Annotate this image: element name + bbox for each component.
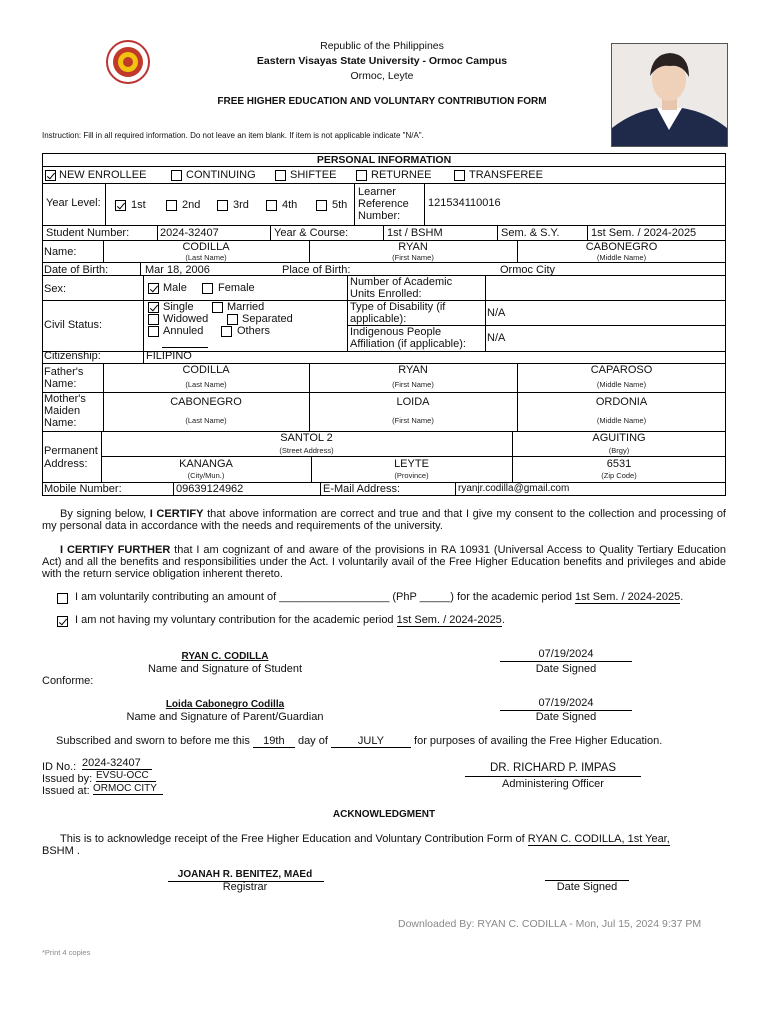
sworn-statement: Subscribed and sworn to before me this 19th day of JULY for purposes of availing the Free Higher Education. — [56, 735, 663, 747]
province-value: LEYTE — [394, 458, 429, 470]
lrn-label: Number: — [358, 210, 401, 222]
year-level-option: 1st — [131, 199, 146, 211]
indigenous-label: Affiliation (if applicable): — [350, 338, 466, 350]
citizenship-value: FILIPINO — [146, 350, 192, 362]
student-number-value: 2024-32407 — [160, 227, 219, 239]
indigenous-value: N/A — [487, 332, 506, 344]
widowed-checkbox[interactable] — [148, 314, 159, 325]
mother-label: Maiden — [44, 405, 81, 417]
id-no-value: 2024-32407 — [82, 757, 152, 770]
voluntary-contribution-checkbox[interactable] — [57, 593, 68, 604]
year-4th-checkbox[interactable] — [266, 200, 277, 211]
year-5th-checkbox[interactable] — [316, 200, 327, 211]
city-value: KANANGA — [179, 458, 233, 470]
enrollee-label: NEW ENROLLEE — [59, 169, 147, 181]
certify-paragraph: By signing below, I CERTIFY that above information are correct and true and that I give my consent to the collection and processing of my personal data in accordance with the needs and requirements of the university. — [42, 508, 726, 532]
year-course-value: 1st / BSHM — [387, 227, 443, 239]
mother-last-name: CABONEGRO — [170, 396, 242, 408]
print-note: *Print 4 copies — [42, 948, 91, 957]
acknowledgment-title: ACKNOWLEDGMENT — [332, 809, 436, 820]
parent-signature-caption: Name and Signature of Parent/Guardian — [126, 711, 324, 723]
annuled-checkbox[interactable] — [148, 326, 159, 337]
enrollee-label: TRANSFEREE — [469, 169, 543, 181]
republic-line: Republic of the Philippines — [320, 40, 444, 52]
officer-name: DR. RICHARD P. IMPAS — [489, 762, 617, 774]
form-title: FREE HIGHER EDUCATION AND VOLUNTARY CONTRIBUTION FORM — [217, 96, 547, 107]
civil-annuled-label: Annuled — [163, 325, 204, 337]
enrollee-label: SHIFTEE — [290, 169, 337, 181]
address-label: Address: — [44, 458, 88, 470]
officer-caption: Administering Officer — [502, 778, 604, 790]
pob-value: Ormoc City — [500, 264, 555, 276]
acknowledgment-text: This is to acknowledge receipt of the Free Higher Education and Voluntary Contribution Form of RYAN C. CODILLA, 1st Year, — [60, 833, 670, 845]
zip-value: 6531 — [606, 458, 632, 470]
indigenous-label: Indigenous People — [350, 326, 442, 338]
separated-checkbox[interactable] — [227, 314, 238, 325]
disability-value: N/A — [487, 307, 506, 319]
voluntary-contribution-text: I am voluntarily contributing an amount of __________________ (PhP _____) for the academic period 1st Sem. / 2024-2025. — [75, 591, 684, 603]
parent-name-signature: Loida Cabonegro Codilla — [165, 699, 285, 710]
registrar-caption: Registrar — [222, 881, 268, 893]
campus-location: Ormoc, Leyte — [350, 70, 414, 82]
new-enrollee-checkbox[interactable] — [45, 170, 56, 181]
first-name-caption: (First Name) — [392, 253, 434, 262]
brgy-caption: (Brgy) — [608, 446, 630, 455]
address-label: Permanent — [44, 445, 98, 457]
university-name: Eastern Visayas State University - Ormoc Campus — [256, 55, 508, 67]
sem-sy-label: Sem. & S.Y. — [501, 227, 560, 239]
email-value: ryanjr.codilla@gmail.com — [458, 483, 570, 494]
civil-widowed-label: Widowed — [163, 313, 209, 325]
issued-by-label: Issued by: — [42, 773, 93, 785]
brgy-value: AGUITING — [592, 432, 646, 444]
sex-female-label: Female — [218, 282, 255, 294]
street-caption: (Street Address) — [279, 446, 334, 455]
year-level-option: 4th — [282, 199, 298, 211]
email-label: E-Mail Address: — [323, 483, 401, 495]
dob-value: Mar 18, 2006 — [145, 264, 210, 276]
father-label: Name: — [44, 378, 77, 390]
civil-married-label: Married — [227, 301, 265, 313]
zip-caption: (Zip Code) — [601, 471, 637, 480]
street-value: SANTOL 2 — [280, 432, 333, 444]
instruction-text: Instruction: Fill in all required information. Do not leave an item blank. If item is not applicable indicate "N/A". — [42, 131, 424, 140]
sex-label: Sex: — [44, 283, 67, 295]
pob-label: Place of Birth: — [282, 264, 351, 276]
civil-single-label: Single — [163, 301, 194, 313]
sex-male-label: Male — [163, 282, 187, 294]
acknowledgment-course: BSHM . — [42, 845, 80, 857]
student-signature-caption: Name and Signature of Student — [147, 663, 303, 675]
dob-label: Date of Birth: — [44, 264, 109, 276]
province-caption: (Province) — [394, 471, 429, 480]
student-number-label: Student Number: — [46, 227, 130, 239]
downloaded-by-text: Downloaded By: RYAN C. CODILLA - Mon, Jul 15, 2024 9:37 PM — [398, 918, 702, 930]
units-label: Units Enrolled: — [350, 288, 422, 300]
section-title-personal: PERSONAL INFORMATION — [316, 154, 452, 166]
certify-further-paragraph: I CERTIFY FURTHER that I am cognizant of and aware of the provisions in RA 10931 (Universal Access to Quality Tertiary Education Act) and all the benefits and responsibilities under the Act. I voluntarily avail of the Free Higher Education benefits and privileges and abide with the return service obligation inherent thereto. — [42, 544, 726, 580]
date-signed-caption: Date Signed — [535, 663, 597, 675]
lrn-value: 121534110016 — [428, 197, 501, 209]
student-photo — [611, 43, 728, 147]
middle-name-caption: (Middle Name) — [596, 380, 647, 389]
father-last-name: CODILLA — [182, 364, 230, 376]
married-checkbox[interactable] — [212, 302, 223, 313]
units-label: Number of Academic — [350, 276, 453, 288]
disability-label: Type of Disability (if — [350, 301, 446, 313]
father-middle-name: CAPAROSO — [590, 364, 653, 376]
year-2nd-checkbox[interactable] — [166, 200, 177, 211]
female-checkbox[interactable] — [202, 283, 213, 294]
father-label: Father's — [44, 366, 84, 378]
last-name-caption: (Last Name) — [185, 416, 227, 425]
year-level-label: Year Level: — [46, 197, 101, 209]
student-name-signature: RYAN C. CODILLA — [181, 651, 269, 662]
issued-at-label: Issued at: — [42, 785, 90, 797]
returnee-checkbox[interactable] — [356, 170, 367, 181]
university-seal — [101, 40, 155, 84]
year-level-option: 3rd — [233, 199, 249, 211]
lrn-label: Learner — [358, 186, 396, 198]
mobile-label: Mobile Number: — [44, 483, 122, 495]
continuing-checkbox[interactable] — [171, 170, 182, 181]
others-checkbox[interactable] — [221, 326, 232, 337]
mother-middle-name: ORDONIA — [595, 396, 648, 408]
last-name-caption: (Last Name) — [185, 380, 227, 389]
father-first-name: RYAN — [398, 364, 428, 376]
male-checkbox[interactable] — [148, 283, 159, 294]
year-level-option: 2nd — [182, 199, 201, 211]
year-level-option: 5th — [332, 199, 348, 211]
issued-at-value: ORMOC CITY — [93, 783, 163, 795]
middle-name-value: CABONEGRO — [585, 241, 658, 253]
ack-date-caption: Date Signed — [556, 881, 618, 893]
no-contribution-text: I am not having my voluntary contribution for the academic period 1st Sem. / 2024-2025. — [75, 614, 505, 626]
conforme-label: Conforme: — [42, 675, 94, 687]
middle-name-caption: (Middle Name) — [596, 416, 647, 425]
registrar-name: JOANAH R. BENITEZ, MAEd — [177, 869, 313, 880]
middle-name-caption: (Middle Name) — [596, 253, 647, 262]
mobile-value: 09639124962 — [176, 483, 244, 495]
last-name-caption: (Last Name) — [185, 253, 227, 262]
year-course-label: Year & Course: — [274, 227, 349, 239]
student-date-signed: 07/19/2024 — [538, 648, 594, 660]
year-1st-checkbox[interactable] — [115, 200, 126, 211]
parent-date-signed: 07/19/2024 — [538, 697, 594, 709]
first-name-caption: (First Name) — [392, 416, 434, 425]
sem-sy-value: 1st Sem. / 2024-2025 — [591, 227, 697, 239]
enrollee-label: CONTINUING — [186, 169, 256, 181]
city-caption: (City/Mun.) — [187, 471, 225, 480]
transferee-checkbox[interactable] — [454, 170, 465, 181]
name-label: Name: — [44, 246, 77, 258]
civil-separated-label: Separated — [242, 313, 293, 325]
year-3rd-checkbox[interactable] — [217, 200, 228, 211]
disability-label: applicable): — [350, 313, 407, 325]
last-name-value: CODILLA — [182, 241, 230, 253]
citizenship-label: Citizenship: — [44, 350, 101, 362]
mother-first-name: LOIDA — [396, 396, 430, 408]
enrollee-label: RETURNEE — [371, 169, 432, 181]
mother-label: Mother's — [44, 393, 86, 405]
single-checkbox[interactable] — [148, 302, 159, 313]
lrn-label: Reference — [358, 198, 409, 210]
date-signed-caption: Date Signed — [535, 711, 597, 723]
civil-status-label: Civil Status: — [44, 319, 103, 331]
first-name-caption: (First Name) — [392, 380, 434, 389]
issued-by-value: EVSU-OCC — [96, 770, 156, 782]
no-contribution-checkbox[interactable] — [57, 616, 68, 627]
civil-others-label: Others — [237, 325, 271, 337]
first-name-value: RYAN — [398, 241, 428, 253]
mother-label: Name: — [44, 417, 77, 429]
shiftee-checkbox[interactable] — [275, 170, 286, 181]
id-no-label: ID No.: — [42, 761, 77, 773]
